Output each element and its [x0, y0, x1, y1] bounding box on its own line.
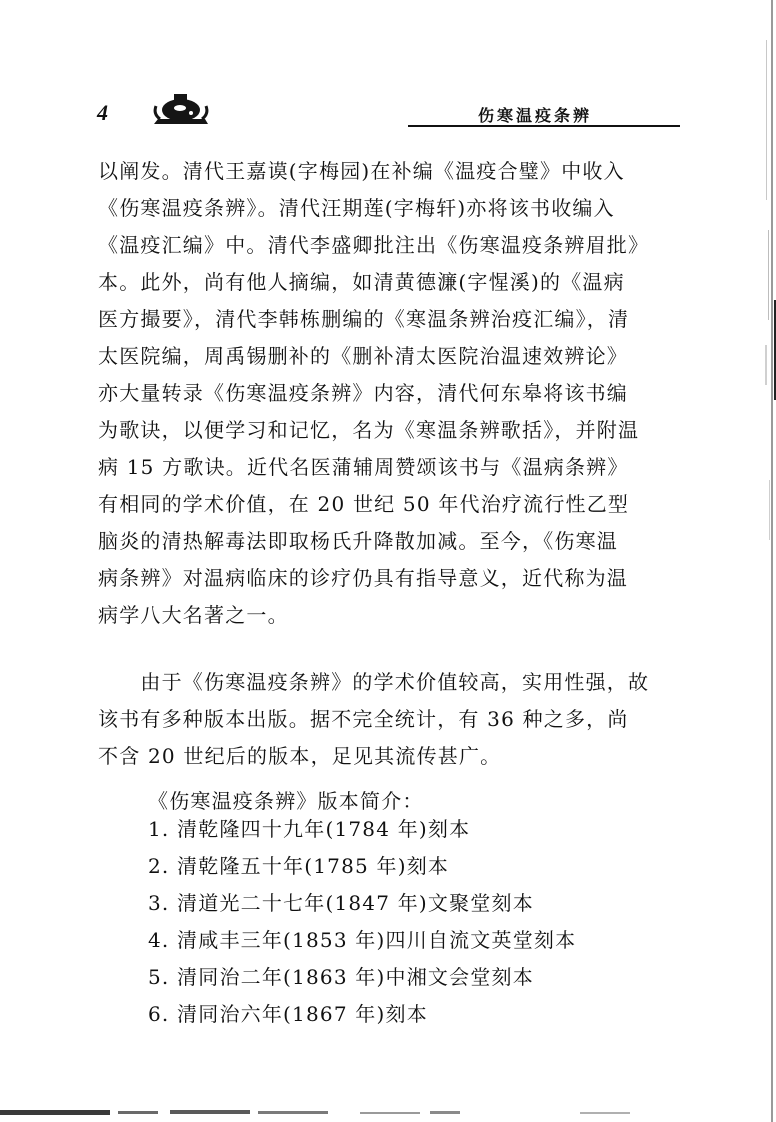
text-line: 为歌诀，以便学习和记忆，名为《寒温条辨歌括》，并附温	[98, 418, 640, 442]
text-line: 该书有多种版本出版。据不完全统计，有 36 种之多，尚	[98, 707, 629, 731]
page-number: 4	[97, 100, 108, 125]
list-item: 2. 清乾隆五十年(1785 年)刻本	[148, 854, 450, 878]
text-line: 《伤寒温疫条辨》。清代汪期莲(字梅轩)亦将该书收编入	[98, 196, 615, 220]
text-line: 《伤寒温疫条辨》版本简介：	[148, 789, 424, 813]
header-rule	[408, 125, 680, 127]
text-line: 由于《伤寒温疫条辨》的学术价值较高，实用性强，故	[98, 670, 650, 694]
text-line: 病 15 方歌诀。近代名医蒲辅周赞颂该书与《温病条辨》	[98, 455, 629, 479]
text-line: 病条辨》对温病临床的诊疗仍具有指导意义，近代称为温	[98, 566, 628, 590]
edition-list	[148, 811, 576, 1033]
text-line: 不含 20 世纪后的版本，足见其流传甚广。	[98, 744, 502, 768]
body-paragraph	[98, 664, 649, 775]
running-title: 伤寒温疫条辨	[478, 106, 593, 125]
list-item: 5. 清同治二年(1863 年)中湘文会堂刻本	[148, 965, 534, 989]
text-line: 医方撮要》，清代李韩栋删编的《寒温条辨治疫汇编》，清	[98, 307, 630, 331]
text-line: 本。此外，尚有他人摘编，如清黄德濂(字惺溪)的《温病	[98, 270, 625, 294]
text-line: 脑炎的清热解毒法即取杨氏升降散加减。至今，《伤寒温	[98, 529, 618, 553]
vignette-ornament	[150, 92, 212, 132]
scan-edge-bottom	[0, 1100, 776, 1122]
text-line: 病学八大名著之一。	[98, 603, 289, 627]
list-item: 6. 清同治六年(1867 年)刻本	[148, 1002, 428, 1026]
text-line: 亦大量转录《伤寒温疫条辨》内容，清代何东皋将该书编	[98, 381, 628, 405]
list-item: 3. 清道光二十七年(1847 年)文聚堂刻本	[148, 891, 534, 915]
text-line: 有相同的学术价值，在 20 世纪 50 年代治疗流行性乙型	[98, 492, 630, 516]
list-item: 4. 清咸丰三年(1853 年)四川自流文英堂刻本	[148, 928, 577, 952]
scan-edge-right	[757, 0, 776, 1122]
text-line: 《温疫汇编》中。清代李盛卿批注出《伤寒温疫条辨眉批》	[98, 233, 650, 257]
text-line: 以阐发。清代王嘉谟(字梅园)在补编《温疫合璧》中收入	[98, 159, 625, 183]
body-paragraph	[98, 153, 649, 634]
list-item: 1. 清乾隆四十九年(1784 年)刻本	[148, 817, 471, 841]
text-line: 太医院编，周禹锡删补的《删补清太医院治温速效辨论》	[98, 344, 628, 368]
